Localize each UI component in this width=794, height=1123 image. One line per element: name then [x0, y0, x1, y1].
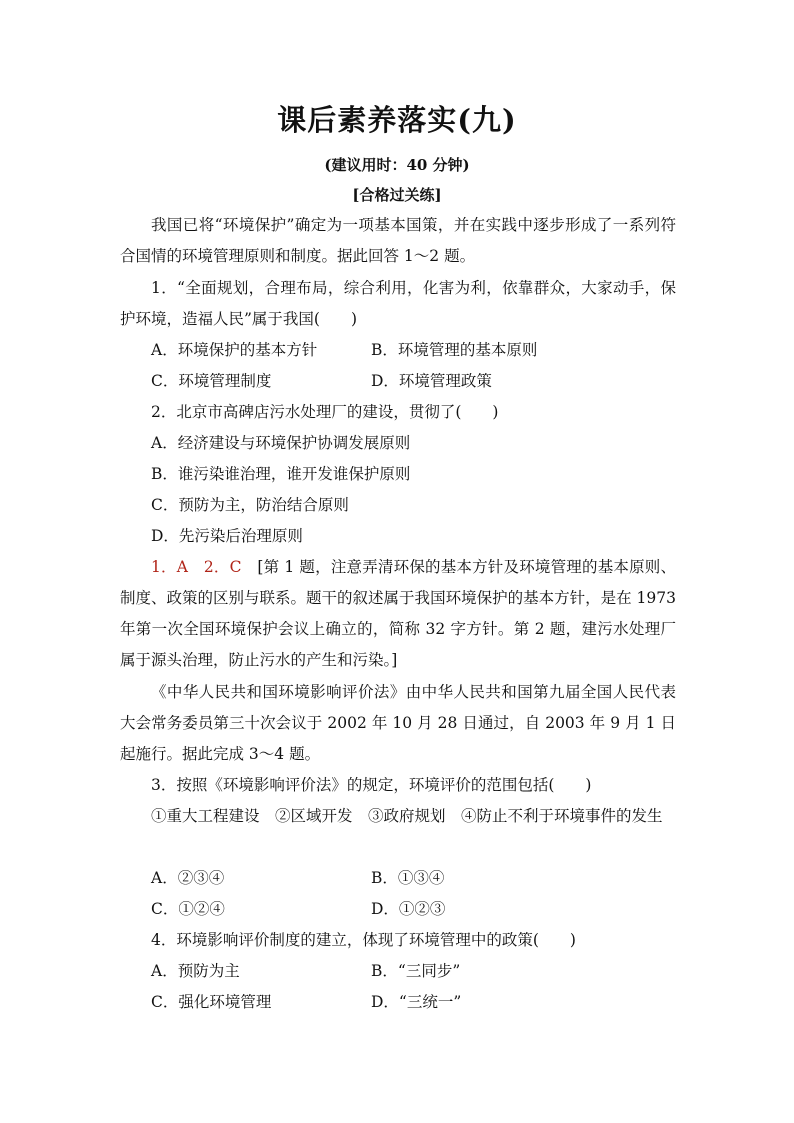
answer-text-1-2: [第 1 题，注意弄清环保的基本方针及环境管理的基本原则、制度、政策的区别与联系。题干的叙述属于我国环境保护的基本方针，是在 1973 年第一次全国环境保护会议上确立的，简称 32 字方针。第 2 题，建污水处理厂属于源头治理，防止污水的产生和污染。] [120, 558, 676, 669]
question-2-option-c: C．预防为主，防治结合原则 [151, 496, 349, 514]
question-4-stem: 4．环境影响评价制度的建立，体现了环境管理中的政策( ) [151, 931, 576, 949]
question-2-option-d: D．先污染后治理原则 [151, 527, 303, 545]
question-3-option-b: B．①③④ [371, 869, 445, 887]
question-1-option-b: B．环境管理的基本原则 [371, 341, 538, 359]
question-2-stem: 2．北京市高碑店污水处理厂的建设，贯彻了( ) [151, 403, 499, 421]
question-3-option-c: C．①②④ [151, 900, 225, 918]
question-4-option-d: D．“三统一” [371, 993, 462, 1011]
question-1-option-a: A．环境保护的基本方针 [151, 341, 318, 359]
question-1-option-c: C．环境管理制度 [151, 372, 272, 390]
answer-explanation-1-2 [120, 552, 676, 676]
answer-key-1-2: 1．A 2．C [151, 558, 242, 576]
time-note: (建议用时：40 分钟) [324, 156, 470, 174]
question-2-option-b: B．谁污染谁治理，谁开发谁保护原则 [151, 465, 411, 483]
question-3-items: ①重大工程建设 ②区域开发 ③政府规划 ④防止不利于环境事件的发生 [151, 807, 663, 825]
question-1-option-d: D．环境管理政策 [371, 372, 492, 390]
question-4-option-c: C．强化环境管理 [151, 993, 272, 1011]
question-3-option-a: A．②③④ [151, 869, 225, 887]
question-4-option-b: B．“三同步” [371, 962, 461, 980]
page-title: 课后素养落实(九) [277, 103, 517, 137]
question-1-stem: 1．“全面规划，合理布局，综合利用，化害为利，依靠群众，大家动手，保护环境，造福人民”属于我国( ) [120, 279, 676, 328]
intro-paragraph-1: 我国已将“环境保护”确定为一项基本国策，并在实践中逐步形成了一系列符合国情的环境管理原则和制度。据此回答 1～2 题。 [120, 216, 676, 265]
question-3-stem: 3．按照《环境影响评价法》的规定，环境评价的范围包括( ) [151, 776, 592, 794]
question-4-option-a: A．预防为主 [151, 962, 240, 980]
question-2-option-a: A．经济建设与环境保护协调发展原则 [151, 434, 411, 452]
question-3-option-d: D．①②③ [371, 900, 446, 918]
section-heading: [合格过关练] [352, 186, 442, 204]
intro-paragraph-2: 《中华人民共和国环境影响评价法》由中华人民共和国第九届全国人民代表大会常务委员第三十次会议于 2002 年 10 月 28 日通过，自 2003 年 9 月 1 日起施行。据此完成 3～4 题。 [120, 683, 676, 763]
